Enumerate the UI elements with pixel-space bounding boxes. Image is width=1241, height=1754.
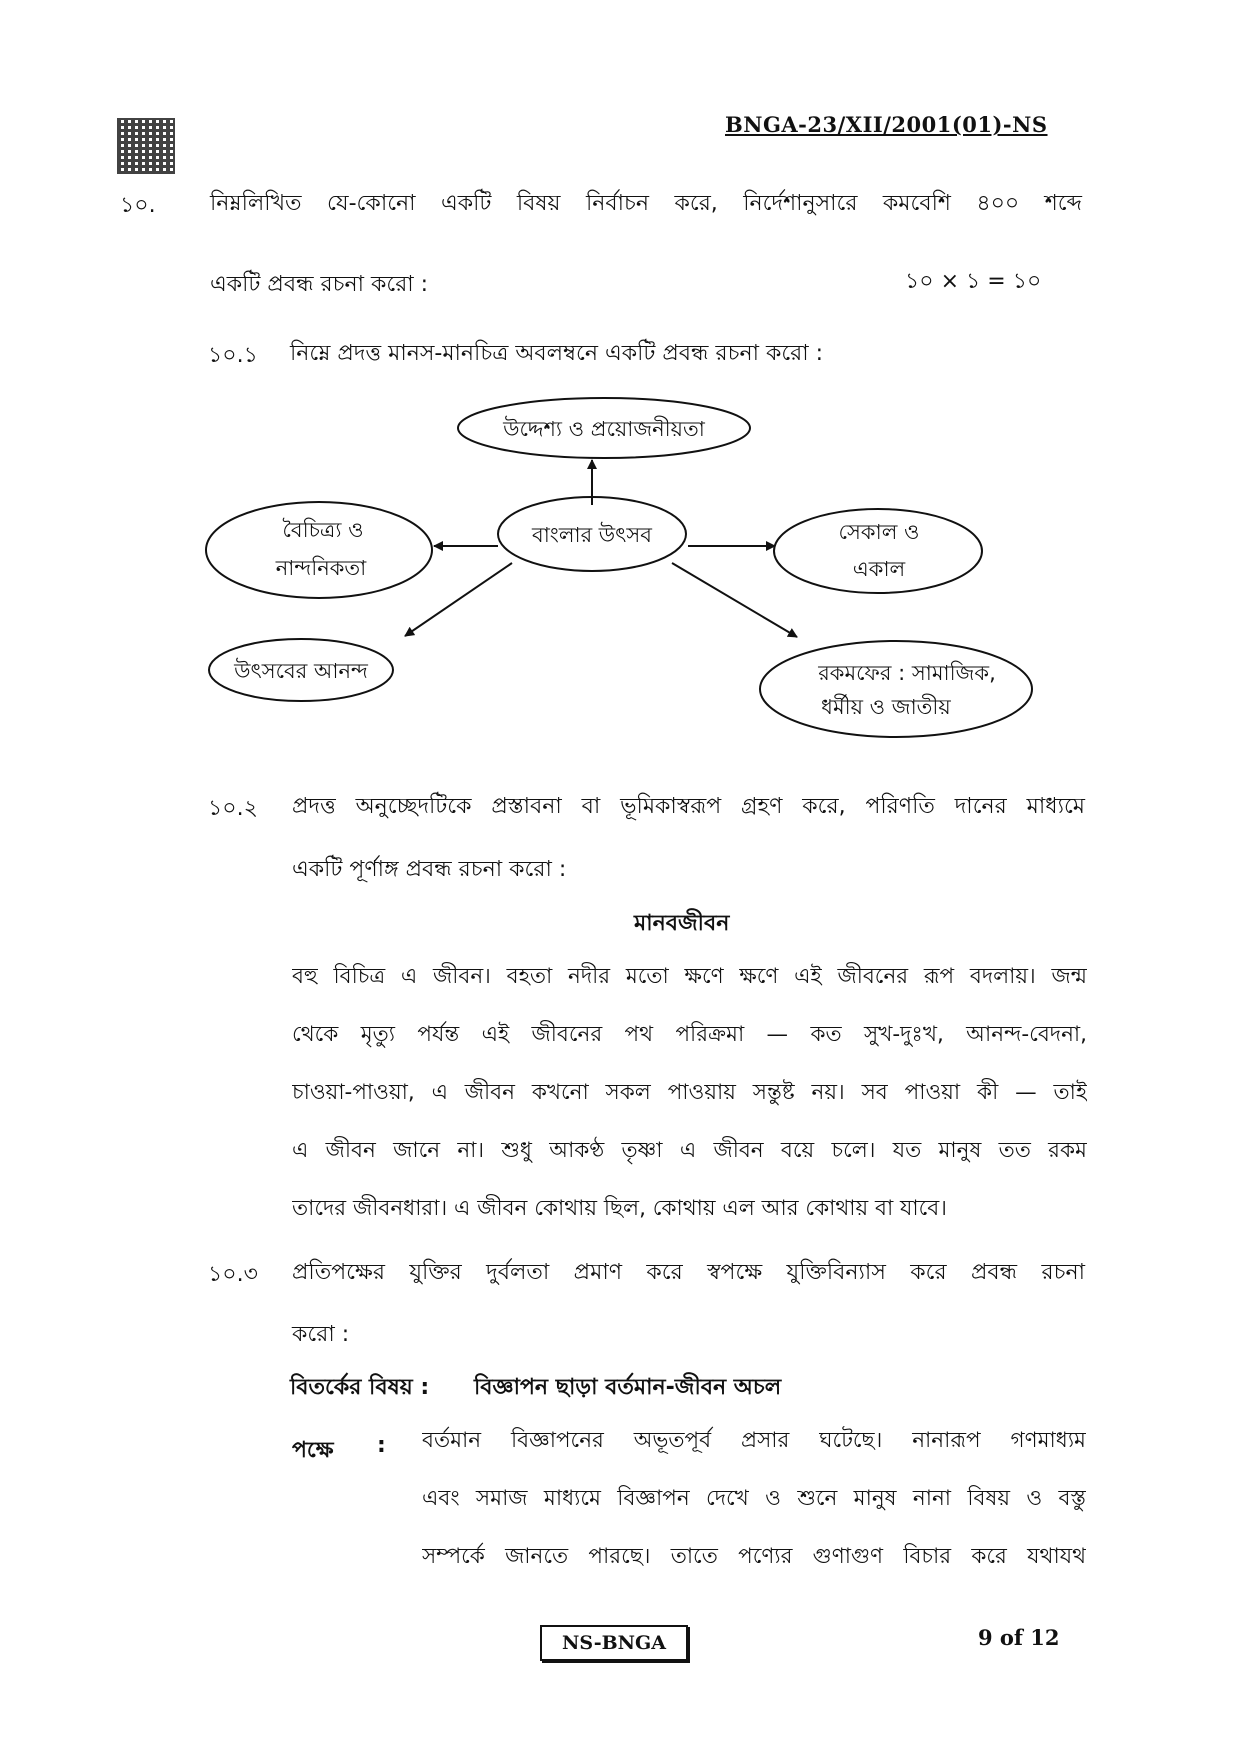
qr-code bbox=[117, 118, 175, 174]
node-bottom-left-label: উৎসবের আনন্দ bbox=[234, 659, 368, 683]
paragraph-line: থেকে মৃত্যু পর্যন্ত এই জীবনের পথ পরিক্রমা — কত সুখ-দুঃখ, আনন্দ-বেদনা, bbox=[292, 1022, 1087, 1047]
q10-number: ১০. bbox=[120, 193, 156, 218]
paragraph-line: চাওয়া-পাওয়া, এ জীবন কখনো সকল পাওয়ায় সন্তুষ্ট নয়। সব পাওয়া কী — তাই bbox=[292, 1080, 1087, 1105]
q10-1-text: নিম্নে প্রদত্ত মানস-মানচিত্র অবলম্বনে একটি প্রবন্ধ রচনা করো : bbox=[290, 341, 824, 366]
q10-2-title: মানবজীবন bbox=[634, 911, 730, 936]
node-right-label-line1: সেকাল ও bbox=[838, 520, 920, 544]
node-bottom-right bbox=[760, 641, 1032, 737]
q10-2-text-line2: একটি পূর্ণাঙ্গ প্রবন্ধ রচনা করো : bbox=[292, 857, 567, 882]
q10-1-number: ১০.১ bbox=[208, 343, 258, 368]
paper-code: BNGA-23/XII/2001(01)-NS bbox=[725, 112, 1048, 137]
node-left-label-line1: বৈচিত্র্য ও bbox=[282, 518, 364, 542]
pakkhe-colon: : bbox=[377, 1433, 386, 1458]
pakkhe-line: সম্পর্কে জানতে পারছে। তাতে পণ্যের গুণাগুণ বিচার করে যথাযথ bbox=[422, 1544, 1086, 1569]
pakkhe-label: পক্ষে bbox=[292, 1438, 334, 1463]
q10-3-text-line1: প্রতিপক্ষের যুক্তির দুর্বলতা প্রমাণ করে স্বপক্ষে যুক্তিবিন্যাস করে প্রবন্ধ রচনা bbox=[292, 1260, 1085, 1285]
node-left bbox=[206, 502, 432, 598]
node-top bbox=[458, 398, 750, 458]
q10-marks: ১০ × ১ = ১০ bbox=[905, 269, 1042, 294]
node-right bbox=[774, 509, 982, 593]
node-bottom-left bbox=[209, 639, 393, 701]
debate-topic: বিজ্ঞাপন ছাড়া বর্তমান-জীবন অচল bbox=[474, 1375, 782, 1400]
q10-3-text-line2: করো : bbox=[292, 1322, 350, 1347]
pakkhe-line: এবং সমাজ মাধ্যমে বিজ্ঞাপন দেখে ও শুনে মানুষ নানা বিষয় ও বস্তু bbox=[422, 1486, 1086, 1511]
node-bottom-right-label-line1: রকমফের : সামাজিক, bbox=[818, 661, 996, 685]
paragraph-line: তাদের জীবনধারা। এ জীবন কোথায় ছিল, কোথায় এল আর কোথায় বা যাবে। bbox=[292, 1196, 947, 1221]
arrow-to-bottom-left bbox=[405, 563, 512, 636]
node-left-label-line2: নান্দনিকতা bbox=[275, 556, 367, 580]
page-number: 9 of 12 bbox=[978, 1625, 1060, 1650]
q10-2-paragraph bbox=[292, 948, 1087, 1238]
paragraph-line: এ জীবন জানে না। শুধু আকণ্ঠ তৃষ্ণা এ জীবন বয়ে চলে। যত মানুষ তত রকম bbox=[292, 1138, 1087, 1163]
arrow-to-bottom-right bbox=[672, 563, 797, 637]
paragraph-line: বহু বিচিত্র এ জীবন। বহতা নদীর মতো ক্ষণে ক্ষণে এই জীবনের রূপ বদলায়। জন্ম bbox=[292, 964, 1087, 989]
node-top-label: উদ্দেশ্য ও প্রয়োজনীয়তা bbox=[503, 417, 705, 441]
pakkhe-text bbox=[422, 1412, 1086, 1586]
q10-instruction-line2: একটি প্রবন্ধ রচনা করো : bbox=[210, 272, 429, 297]
pakkhe-line: বর্তমান বিজ্ঞাপনের অভূতপূর্ব প্রসার ঘটেছে। নানারূপ গণমাধ্যম bbox=[422, 1428, 1086, 1453]
debate-topic-label: বিতর্কের বিষয় : bbox=[290, 1375, 430, 1400]
node-bottom-right-label-line2: ধর্মীয় ও জাতীয় bbox=[821, 695, 951, 719]
footer-code-box: NS-BNGA bbox=[540, 1625, 688, 1661]
q10-2-number: ১০.২ bbox=[208, 796, 258, 821]
q10-3-number: ১০.৩ bbox=[208, 1262, 258, 1287]
node-center bbox=[498, 497, 686, 571]
node-right-label-line2: একাল bbox=[852, 557, 906, 581]
q10-2-text-line1: প্রদত্ত অনুচ্ছেদটিকে প্রস্তাবনা বা ভূমিকাস্বরূপ গ্রহণ করে, পরিণতি দানের মাধ্যমে bbox=[292, 794, 1086, 819]
q10-instruction-line1: নিম্নলিখিত যে-কোনো একটি বিষয় নির্বাচন করে, নির্দেশানুসারে কমবেশি ৪০০ শব্দে bbox=[210, 191, 1082, 216]
node-center-label: বাংলার উৎসব bbox=[532, 523, 652, 547]
